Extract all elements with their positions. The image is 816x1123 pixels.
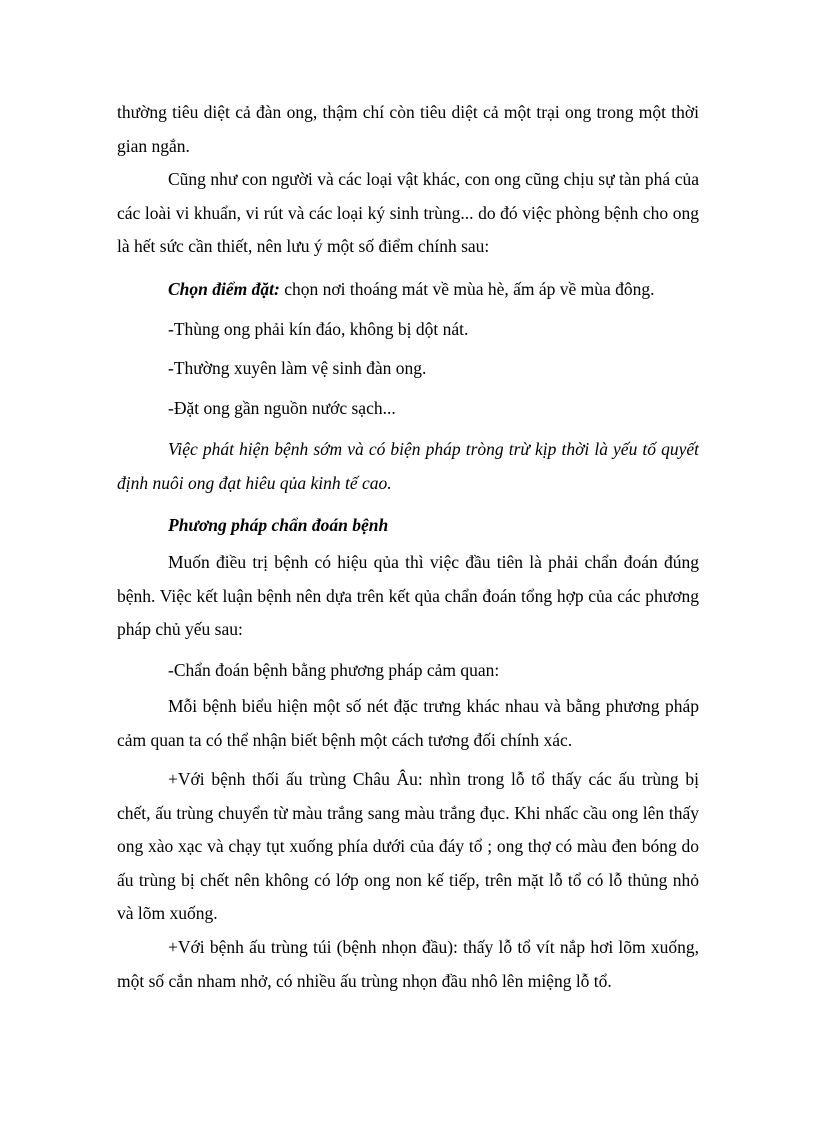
paragraph-3	[117, 273, 699, 307]
paragraph-1: thường tiêu diệt cả đàn ong, thậm chí còn tiêu diệt cả một trại ong trong một thời gian ngắn.	[117, 102, 699, 156]
paragraph-3-label: Chọn điểm đặt:	[168, 279, 280, 299]
paragraph-8: Muốn điều trị bệnh có hiệu qủa thì việc đầu tiên là phải chẩn đoán đúng bệnh. Việc kết luận bệnh nên dựa trên kết qủa chẩn đoán tổng hợp của các phương pháp chủ yếu sau:	[117, 552, 699, 639]
paragraph-10: Mỗi bệnh biểu hiện một số nét đặc trưng khác nhau và bằng phương pháp cảm quan ta có thể nhận biết bệnh một cách tương đối chính xác.	[117, 696, 699, 750]
section-heading: Phương pháp chẩn đoán bệnh	[168, 515, 389, 535]
paragraph-3-text: chọn nơi thoáng mát về mùa hè, ấm áp về mùa đông.	[279, 279, 655, 299]
paragraph-11: +Với bệnh thối ấu trùng Châu Âu: nhìn trong lỗ tổ thấy các ấu trùng bị chết, ấu trùng chuyển từ màu trắng sang màu trắng đục. Khi nhấc cầu ong lên thấy ong xào xạc và chạy tụt xuống phía dưới của đáy tổ ; ong thợ có màu đen bóng do ấu trùng bị chết nên không có lớp ong non kế tiếp, trên mặt lỗ tổ có lỗ thủng nhỏ và lõm xuống.	[117, 769, 699, 923]
paragraph-2: Cũng như con người và các loại vật khác, con ong cũng chịu sự tàn phá của các loài vi khuẩn, vi rút và các loại ký sinh trùng... do đó việc phòng bệnh cho ong là hết sức cần thiết, nên lưu ý một số điểm chính sau:	[117, 169, 699, 256]
paragraph-9: -Chẩn đoán bệnh bằng phương pháp cảm quan:	[168, 660, 500, 680]
paragraph-12: +Với bệnh ấu trùng túi (bệnh nhọn đầu): thấy lỗ tổ vít nắp hơi lõm xuống, một số cắn nham nhở, có nhiều ấu trùng nhọn đầu nhô lên miệng lỗ tổ.	[117, 937, 699, 991]
paragraph-4: -Thùng ong phải kín đáo, không bị dột nát.	[168, 319, 469, 339]
paragraph-6: -Đặt ong gần nguồn nước sạch...	[168, 398, 396, 418]
paragraph-5: -Thường xuyên làm vệ sinh đàn ong.	[168, 358, 427, 378]
paragraph-7: Việc phát hiện bệnh sớm và có biện pháp tròng trừ kịp thời là yếu tố quyết định nuôi ong đạt hiêu qủa kinh tế cao.	[117, 439, 699, 493]
